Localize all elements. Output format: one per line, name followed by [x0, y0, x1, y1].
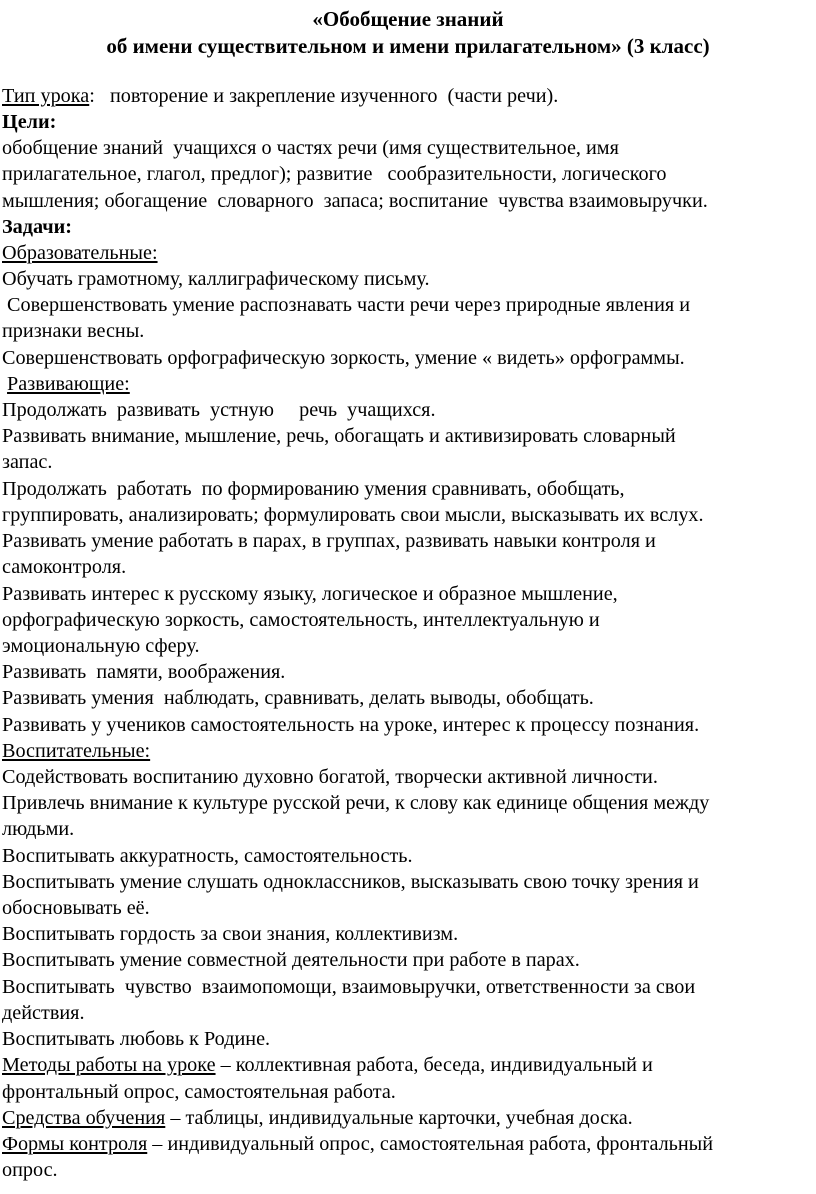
tasks-heading: Задачи: [2, 216, 72, 238]
means-label: Средства обучения [2, 1107, 166, 1129]
developing-line: группировать, анализировать; формулировать свои мысли, высказывать их вслух. [2, 504, 704, 526]
upbringing-heading: Воспитательные: [2, 740, 151, 762]
upbringing-line: Привлечь внимание к культуре русской речи, к слову как единице общения между [2, 792, 710, 814]
control-row [2, 1131, 713, 1157]
upbringing-line: Воспитывать аккуратность, самостоятельность. [2, 845, 413, 867]
upbringing-line: людьми. [2, 818, 75, 840]
upbringing-line: Воспитывать чувство взаимопомощи, взаимовыручки, ответственности за свои [2, 976, 696, 998]
educational-line: Совершенствовать умение распознавать части речи через природные явления и [2, 294, 691, 316]
educational-line: Обучать грамотному, каллиграфическому письму. [2, 268, 430, 290]
developing-heading-row [2, 371, 130, 397]
upbringing-line: Воспитывать умение совместной деятельности при работе в парах. [2, 949, 580, 971]
developing-heading: Развивающие: [7, 373, 130, 395]
educational-heading: Образовательные: [2, 242, 158, 264]
upbringing-line: действия. [2, 1002, 85, 1024]
control-label: Формы контроля [2, 1133, 148, 1155]
developing-line: Развивать у учеников самостоятельность на уроке, интерес к процессу познания. [2, 714, 700, 736]
goals-line: мышления; обогащение словарного запаса; воспитание чувства взаимовыручки. [2, 190, 708, 212]
educational-line: Совершенствовать орфографическую зоркость, умение « видеть» орфограммы. [2, 347, 685, 369]
means-value: – таблицы, индивидуальные карточки, учебная доска. [165, 1107, 633, 1129]
developing-line: Продолжать работать по формированию умения сравнивать, обобщать, [2, 478, 625, 500]
means-row [2, 1105, 633, 1131]
developing-line: Продолжать развивать устную речь учащихся. [2, 399, 436, 421]
lesson-type-label: Тип урока [2, 85, 90, 107]
goals-line: прилагательное, глагол, предлог); развитие сообразительности, логического [2, 163, 667, 185]
upbringing-line: Воспитывать гордость за свои знания, коллективизм. [2, 923, 459, 945]
developing-line: орфографическую зоркость, самостоятельность, интеллектуальную и [2, 609, 600, 631]
developing-line: эмоциональную сферу. [2, 635, 200, 657]
methods-label: Методы работы на уроке [2, 1054, 216, 1076]
developing-line: Развивать памяти, воображения. [2, 661, 286, 683]
developing-line: Развивать умение работать в парах, в группах, развивать навыки контроля и [2, 530, 656, 552]
upbringing-line: Воспитывать любовь к Родине. [2, 1028, 271, 1050]
methods-row [2, 1052, 653, 1078]
developing-line: Развивать умения наблюдать, сравнивать, делать выводы, обобщать. [2, 687, 594, 709]
lesson-type-value: : повторение и закрепление изученного (части речи). [89, 85, 559, 107]
developing-line: Развивать внимание, мышление, речь, обогащать и активизировать словарный [2, 425, 676, 447]
goals-heading: Цели: [2, 111, 57, 133]
developing-line: Развивать интерес к русскому языку, логическое и образное мышление, [2, 583, 618, 605]
document-title-line-1: «Обобщение знаний [312, 7, 504, 31]
developing-line: самоконтроля. [2, 556, 127, 578]
control-value-continued: опрос. [2, 1159, 58, 1181]
lesson-type [2, 83, 558, 109]
developing-line: запас. [2, 451, 53, 473]
methods-value: – коллективная работа, беседа, индивидуальный и [215, 1054, 653, 1076]
upbringing-line: Содействовать воспитанию духовно богатой, творчески активной личности. [2, 766, 658, 788]
upbringing-line: обосновывать её. [2, 897, 150, 919]
document-title-line-2: об имени существительном и имени прилагательном» (3 класс) [106, 34, 710, 58]
educational-line: признаки весны. [2, 320, 145, 342]
methods-value-continued: фронтальный опрос, самостоятельная работа. [2, 1081, 396, 1103]
upbringing-line: Воспитывать умение слушать одноклассников, высказывать свою точку зрения и [2, 871, 699, 893]
control-value: – индивидуальный опрос, самостоятельная работа, фронтальный [147, 1133, 714, 1155]
goals-line: обобщение знаний учащихся о частях речи (имя существительное, имя [2, 137, 619, 159]
